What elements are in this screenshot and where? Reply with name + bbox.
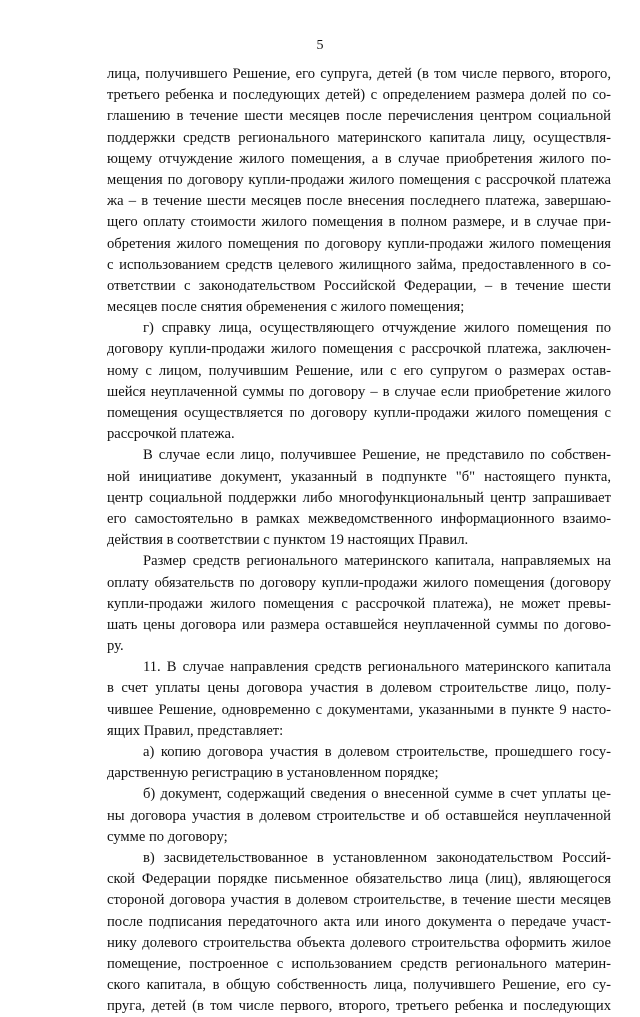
text-line: шать цены договора или размера оставшейся неуплаченной суммы по догово- <box>107 616 611 633</box>
text-line: ному с лицом, получившим Решение, или с его супругом о размерах остав- <box>107 362 611 379</box>
text-line: поддержки средств регионального материнского капитала лицу, осуществля- <box>107 129 611 146</box>
text-line: мещения по договору купли-продажи жилого помещения с рассрочкой платежа <box>107 171 611 188</box>
text-line: б) документ, содержащий сведения о внесенной сумме в счет уплаты це- <box>143 786 611 803</box>
text-line: купли-продажи жилого помещения с рассрочкой платежа), не может превы- <box>107 595 611 612</box>
text-line: обретения жилого помещения по договору купли-продажи жилого помещения <box>107 235 611 252</box>
text-line: ответствии с законодательством Российской Федерации, – в течение шести <box>107 277 611 294</box>
text-line: шейся неуплаченной суммы по договору – в случае если приобретение жилого <box>107 383 611 400</box>
text-line: рассрочкой платежа. <box>107 426 235 443</box>
text-line: договору купли-продажи жилого помещения с рассрочкой платежа, заключен- <box>107 341 611 358</box>
text-line: лица, получившего Решение, его супруга, детей (в том числе первого, второго, <box>107 66 611 82</box>
text-line: ру. <box>107 638 124 655</box>
text-line: чившее Решение, одновременно с документами, указанными в пункте 9 насто- <box>107 701 611 718</box>
text-line: нику долевого строительства объекта долевого строительства оформить жилое <box>107 934 611 951</box>
text-line: а) копию договора участия в долевом строительстве, прошедшего госу- <box>143 744 611 760</box>
text-line: после подписания передаточного акта или иного документа о передаче участ- <box>107 913 611 930</box>
text-line: с использованием средств целевого жилищного займа, предоставленного в со- <box>107 256 611 273</box>
text-line: г) справку лица, осуществляющего отчуждение жилого помещения по <box>143 320 611 337</box>
text-line: месяцев после снятия обременения с жилого помещения; <box>107 299 465 316</box>
text-line: ской Федерации порядке письменное обязательство лица (лиц), являющегося <box>107 871 611 888</box>
text-line: оплату обязательств по договору купли-продажи жилого помещения (договору <box>107 574 611 591</box>
page-number: 5 <box>316 38 324 53</box>
text-line: помещение, построенное с использованием средств регионального материн- <box>107 955 611 972</box>
text-line: его самостоятельно в рамках межведомственного информационного взаимо- <box>107 510 611 527</box>
text-line: В случае если лицо, получившее Решение, не представило по собствен- <box>143 447 611 464</box>
text-line: ной инициативе документ, указанный в подпункте "б" настоящего пункта, <box>107 468 611 485</box>
text-line: сумме по договору; <box>107 828 228 845</box>
text-line: 11. В случае направления средств регионального материнского капитала <box>143 659 611 676</box>
text-line: стороной договора участия в долевом строительстве, в течение шести месяцев <box>107 892 611 909</box>
text-line: Размер средств регионального материнского капитала, направляемых на <box>143 553 611 570</box>
document-body <box>107 64 611 1017</box>
text-line: ны договора участия в долевом строительстве и об оставшейся неуплаченной <box>107 807 611 824</box>
text-line: в счет уплаты цены договора участия в долевом строительстве лицо, полу- <box>107 680 611 697</box>
text-line: щего оплату стоимости жилого помещения в полном размере, и в случае при- <box>107 214 611 231</box>
text-line: в) засвидетельствованное в установленном законодательством Россий- <box>143 849 611 866</box>
text-line: помещения осуществляется по договору купли-продажи жилого помещения с <box>107 405 611 421</box>
text-line: жа – в течение шести месяцев после внесения последнего платежа, завершаю- <box>107 193 611 210</box>
text-line: ящих Правил, представляет: <box>107 722 284 739</box>
text-line: третьего ребенка и последующих детей) с определением размера долей по со- <box>107 87 611 104</box>
text-line: ющему отчуждение жилого помещения, а в случае приобретения жилого по- <box>107 150 611 167</box>
text-line: пруга, детей (в том числе первого, второго, третьего ребенка и последующих <box>107 998 611 1015</box>
text-line: дарственную регистрацию в установленном порядке; <box>107 765 439 782</box>
text-line: глашению в течение шести месяцев после перечисления центром социальной <box>107 108 611 125</box>
text-line: действия в соответствии с пунктом 19 настоящих Правил. <box>107 532 469 549</box>
text-line: центр социальной поддержки либо многофункциональный центр запрашивает <box>107 489 611 506</box>
text-line: ского капитала, в общую собственность лица, получившего Решение, его су- <box>107 977 611 994</box>
